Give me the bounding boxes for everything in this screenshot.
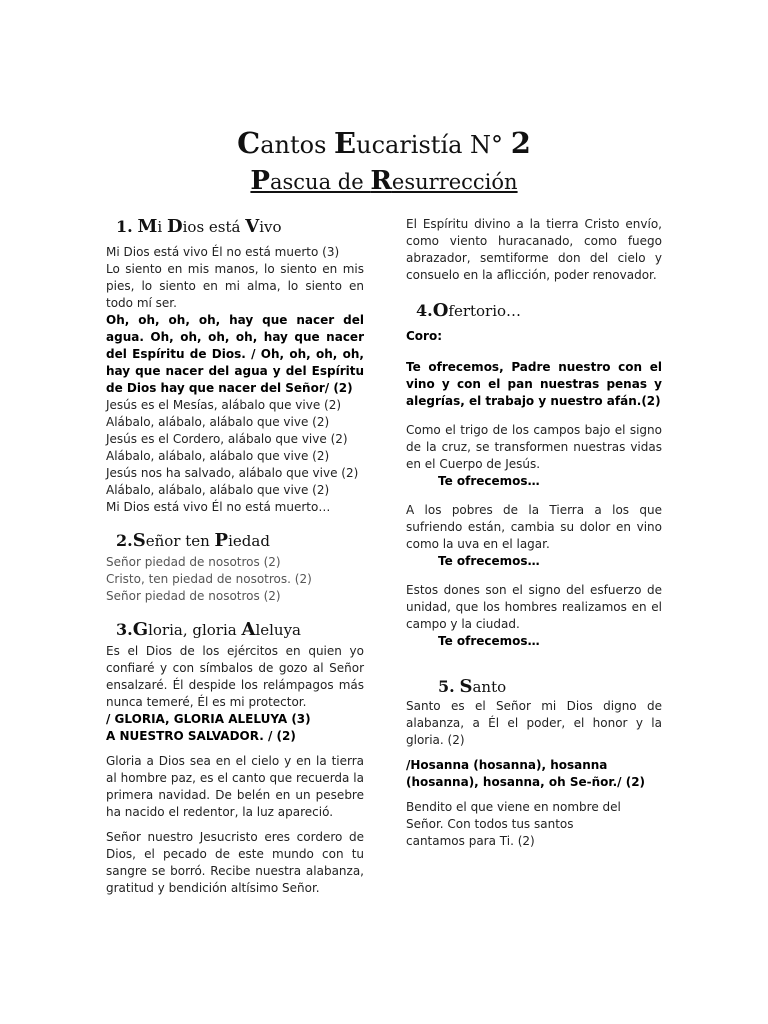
coro-label: Coro: <box>406 329 443 343</box>
title-number: 2 <box>510 126 531 160</box>
heading-initial: S <box>132 530 146 551</box>
heading-initial: V <box>245 216 260 237</box>
lyric-chorus-bold: /Hosanna (hosanna), hosanna (hosanna), hosanna, oh Se-ñor./ (2) <box>406 758 646 789</box>
lyric-paragraph: Bendito el que viene en nombre del Señor. Con todos tus santos cantamos para Ti. (2) <box>406 800 621 848</box>
heading-text: ivo <box>259 218 282 236</box>
heading-number: 1. <box>116 217 133 236</box>
lyric-line: Señor piedad de nosotros (2) <box>106 589 281 603</box>
refrain-line: Te ofrecemos… <box>438 634 540 648</box>
heading-number: 3. <box>116 620 133 639</box>
heading-text: leluya <box>255 621 301 639</box>
lyric-paragraph: El Espíritu divino a la tierra Cristo envío, como viento huracanado, como fuego abrazador, semtiforme don del cielo y consuelo en la aflicción, poder renovador. <box>406 217 662 282</box>
heading-santo <box>406 676 662 698</box>
lyric-line: Jesús es el Cordero, alábalo que vive (2) <box>106 432 348 446</box>
lyric-line: Alábalo, alábalo, alábalo que vive (2) <box>106 449 330 463</box>
title-text-1: antos <box>260 131 335 159</box>
lyric-line: Alábalo, alábalo, alábalo que vive (2) <box>106 483 330 497</box>
lyric-line: Mi Dios está vivo Él no está muerto… <box>106 500 331 514</box>
lyric-chorus-bold: Te ofrecemos, Padre nuestro con el vino y con el pan nuestras penas y alegrías, el trabajo y nuestro afán.(2) <box>406 360 662 408</box>
lyric-chorus-bold: Oh, oh, oh, oh, hay que nacer del agua. Oh, oh, oh, oh, hay que nacer del Espíritu de Dios. / Oh, oh, oh, oh, hay que nacer del agua y del Espíritu de Dios hay que nacer del Señor/ (2) <box>106 313 364 395</box>
refrain-line: Te ofrecemos… <box>438 474 540 488</box>
lyric-paragraph: Señor nuestro Jesucristo eres cordero de Dios, el pecado de este mundo con tu sangre se borró. Recibe nuestra alabanza, gratitud y bendición altísimo Señor. <box>106 830 364 895</box>
lyric-line: Mi Dios está vivo Él no está muerto (3) <box>106 245 340 259</box>
lyric-paragraph: Como el trigo de los campos bajo el signo de la cruz, se transformen nuestras vidas en el Cuerpo de Jesús. <box>406 423 662 471</box>
heading-number: 5. <box>438 677 455 696</box>
right-column <box>406 216 662 850</box>
subtitle-text-2: esurrección <box>391 170 518 194</box>
heading-text: iedad <box>228 532 270 550</box>
page-subtitle <box>0 166 768 197</box>
heading-number: 2. <box>116 531 133 550</box>
page-title <box>0 128 768 160</box>
lyric-paragraph: Es el Dios de los ejércitos en quien yo confiaré y con símbalos de gozo al Señor ensalzaré. Él despide los relámpagos más nunca temeré, Él es mi protector. <box>106 644 364 709</box>
title-text-2: ucaristía N° <box>356 131 511 159</box>
refrain-line: Te ofrecemos… <box>438 554 540 568</box>
subtitle-initial-p: P <box>250 166 270 196</box>
heading-initial: M <box>137 216 158 237</box>
heading-initial: G <box>132 619 149 640</box>
lyric-paragraph: Estos dones son el signo del esfuerzo de unidad, que los hombres realizamos en el campo y la ciudad. <box>406 583 662 631</box>
title-initial-e: E <box>334 126 357 160</box>
subtitle-initial-r: R <box>370 166 392 196</box>
heading-initial: P <box>214 530 229 551</box>
heading-text: ios está <box>182 218 246 236</box>
heading-text: anto <box>472 678 507 696</box>
lyric-chorus-bold: / GLORIA, GLORIA ALELUYA (3) <box>106 712 311 726</box>
heading-mi-dios-esta-vivo <box>106 216 364 238</box>
lyric-paragraph: Lo siento en mis manos, lo siento en mis pies, lo siento en mi alma, lo siento en todo mí ser. <box>106 262 364 310</box>
heading-initial: D <box>167 216 183 237</box>
lyric-paragraph: A los pobres de la Tierra a los que sufriendo están, cambia su dolor en vino como la uva en el lagar. <box>406 503 662 551</box>
left-column <box>106 216 364 897</box>
lyric-paragraph: Santo es el Señor mi Dios digno de alabanza, a Él el poder, el honor y la gloria. (2) <box>406 699 662 747</box>
heading-text: i <box>157 218 167 236</box>
heading-ofertorio <box>406 300 662 322</box>
heading-number: 4. <box>416 301 433 320</box>
lyric-chorus-bold: A NUESTRO SALVADOR. / (2) <box>106 729 296 743</box>
lyric-line: Jesús es el Mesías, alábalo que vive (2) <box>106 398 342 412</box>
lyric-paragraph: Gloria a Dios sea en el cielo y en la tierra al hombre paz, es el canto que recuerda la primera navidad. De belén en un pesebre ha nacido el redentor, la luz apareció. <box>106 754 364 819</box>
heading-text: fertorio… <box>448 302 522 320</box>
heading-senor-ten-piedad <box>106 530 364 552</box>
lyric-line: Señor piedad de nosotros (2) <box>106 555 281 569</box>
lyric-line: Jesús nos ha salvado, alábalo que vive (2) <box>106 466 359 480</box>
heading-text: loria, gloria <box>148 621 242 639</box>
title-initial-c: C <box>237 126 261 160</box>
heading-text: eñor ten <box>145 532 215 550</box>
heading-gloria <box>106 619 364 641</box>
subtitle-text-1: ascua de <box>269 170 371 194</box>
lyric-line: Cristo, ten piedad de nosotros. (2) <box>106 572 312 586</box>
heading-initial: A <box>241 619 256 640</box>
heading-initial: O <box>432 300 449 321</box>
heading-initial: S <box>459 676 473 697</box>
lyric-line: Alábalo, alábalo, alábalo que vive (2) <box>106 415 330 429</box>
